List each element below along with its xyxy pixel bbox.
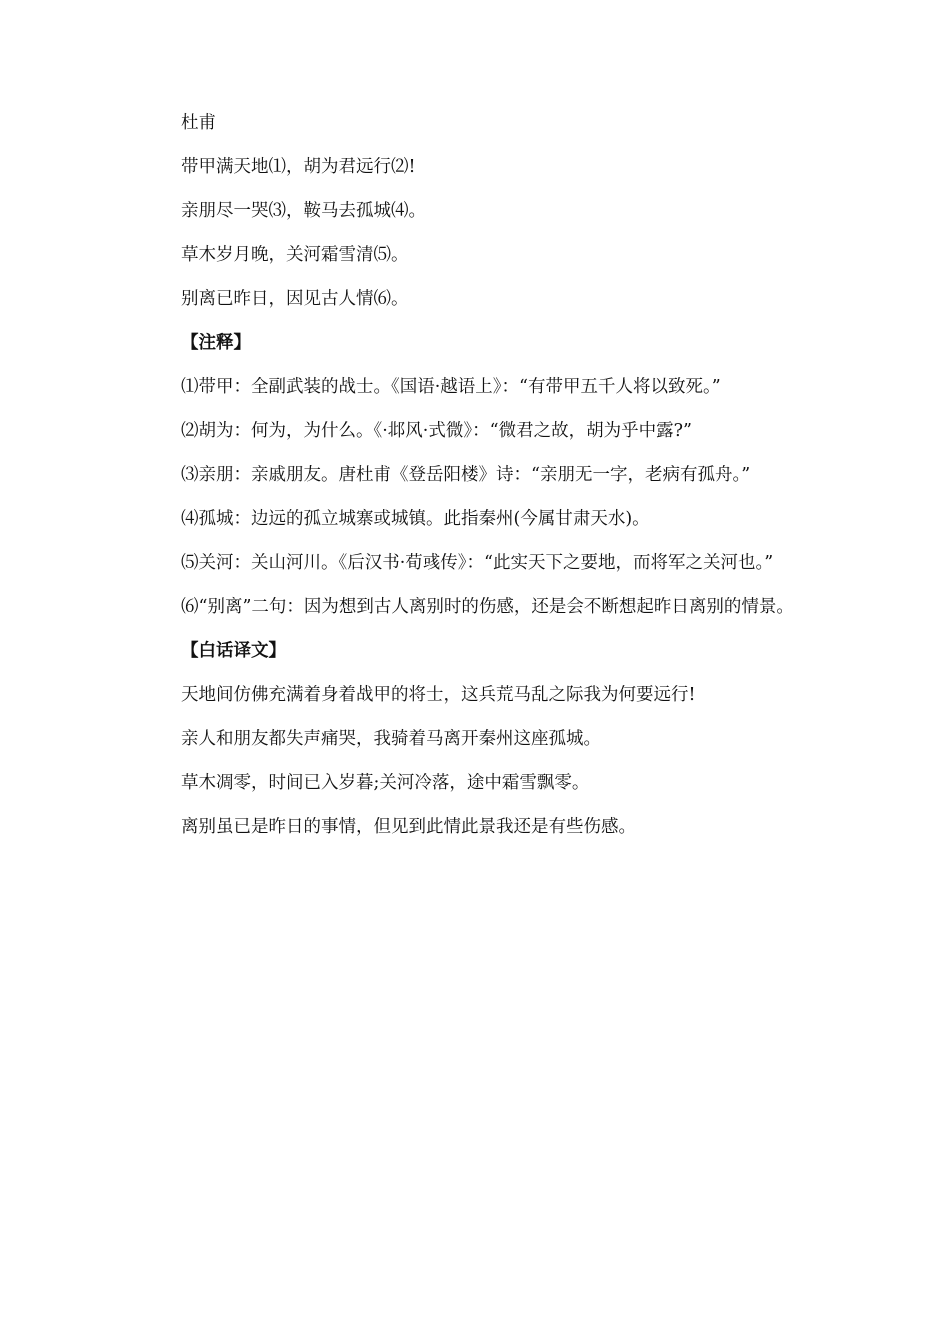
- poem-author: 杜甫: [181, 113, 216, 133]
- note-item: ⑹“别离”二句：因为想到古人离别时的伤感，还是会不断想起昨日离别的情景。: [181, 597, 794, 617]
- translation-section: [145, 640, 800, 838]
- note-item: ⑷孤城：边远的孤立城寨或城镇。此指秦州(今属甘肃天水)。: [181, 509, 650, 529]
- poem-line: 别离已昨日，因见古人情⑹。: [181, 289, 409, 309]
- poem-line: 草木岁月晚，关河霜雪清⑸。: [181, 245, 409, 265]
- translation-heading: 【白话译文】: [181, 641, 286, 661]
- poem-section: [145, 112, 800, 310]
- note-item: ⑴带甲：全副武装的战士。《国语·越语上》：“有带甲五千人将以致死。”: [181, 377, 721, 397]
- document-page: [145, 112, 800, 860]
- poem-line: 带甲满天地⑴，胡为君远行⑵!: [181, 157, 416, 177]
- note-item: ⑵胡为：何为，为什么。《·邶风·式微》：“微君之故，胡为乎中露?”: [181, 421, 692, 441]
- translation-line: 离别虽已是昨日的事情，但见到此情此景我还是有些伤感。: [181, 817, 636, 837]
- notes-section: [145, 332, 800, 618]
- note-item: ⑶亲朋：亲戚朋友。唐杜甫《登岳阳楼》诗：“亲朋无一字，老病有孤舟。”: [181, 465, 751, 485]
- translation-line: 亲人和朋友都失声痛哭，我骑着马离开秦州这座孤城。: [181, 729, 601, 749]
- poem-line: 亲朋尽一哭⑶，鞍马去孤城⑷。: [181, 201, 426, 221]
- translation-line: 天地间仿佛充满着身着战甲的将士，这兵荒马乱之际我为何要远行!: [181, 685, 696, 705]
- note-item: ⑸关河：关山河川。《后汉书·荀彧传》：“此实天下之要地，而将军之关河也。”: [181, 553, 774, 573]
- notes-heading: 【注释】: [181, 333, 251, 353]
- translation-line: 草木凋零，时间已入岁暮;关河冷落，途中霜雪飘零。: [181, 773, 590, 793]
